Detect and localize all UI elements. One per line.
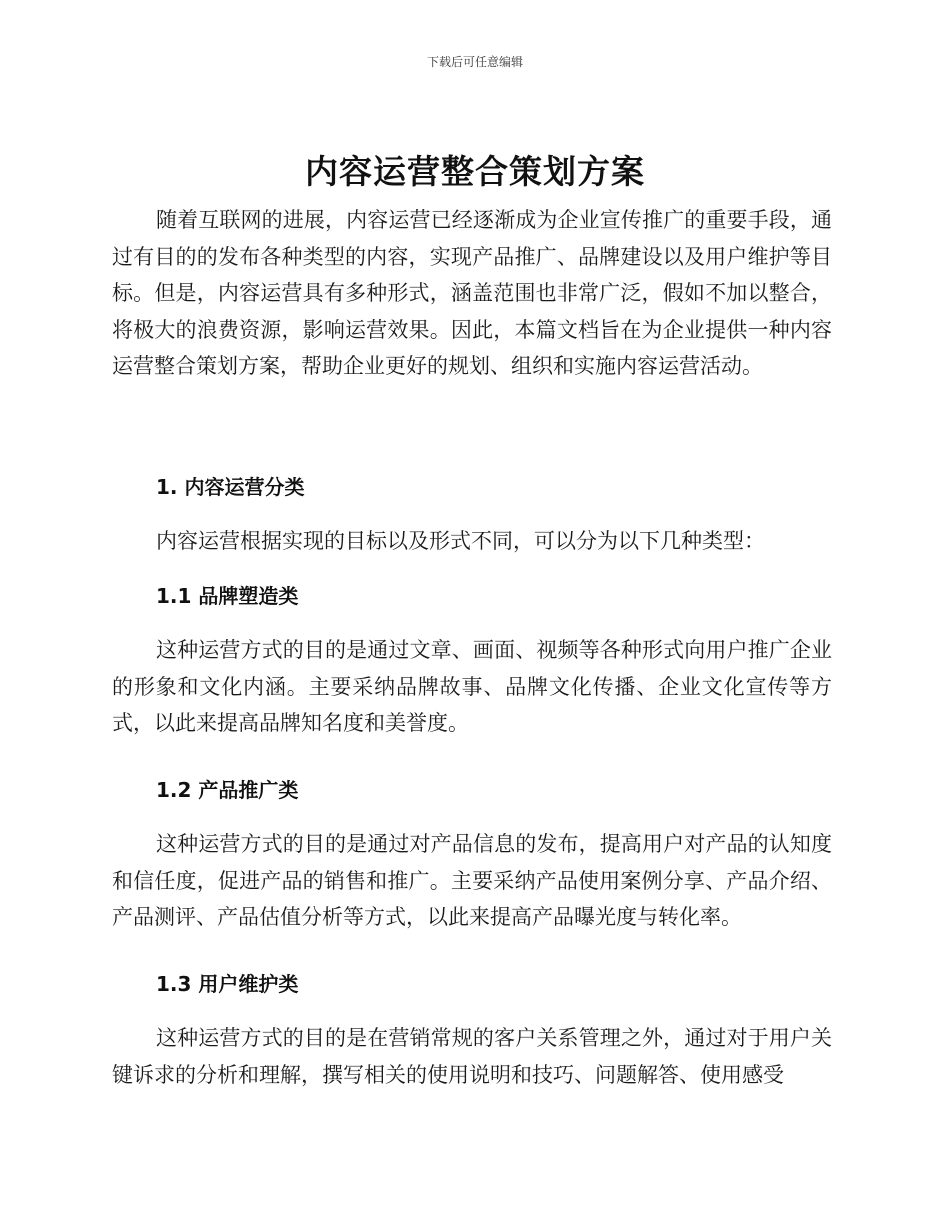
section-paragraph-user-maintenance: 这种运营方式的目的是在营销常规的客户关系管理之外，通过对于用户关键诉求的分析和理解，撰写相关的使用说明和技巧、问题解答、使用感受 (112, 1026, 832, 1087)
section-heading-content-categories: 1. 内容运营分类 (156, 475, 305, 499)
section-heading-user-maintenance: 1.3 用户维护类 (156, 972, 299, 996)
section-paragraph-brand-building: 这种运营方式的目的是通过文章、画面、视频等各种形式向用户推广企业的形象和文化内涵。主要采纳品牌故事、品牌文化传播、企业文化宣传等方式，以此来提高品牌知名度和美誉度。 (112, 638, 832, 735)
section-heading-brand-building: 1.1 品牌塑造类 (156, 584, 299, 608)
section-paragraph-content-categories: 内容运营根据实现的目标以及形式不同，可以分为以下几种类型： (156, 529, 765, 553)
header-note: 下载后可任意编辑 (426, 55, 523, 69)
section-heading-product-promotion: 1.2 产品推广类 (156, 778, 299, 802)
intro-paragraph: 随着互联网的进展，内容运营已经逐渐成为企业宣传推广的重要手段，通过有目的的发布各种类型的内容，实现产品推广、品牌建设以及用户维护等目标。但是，内容运营具有多种形式，涵盖范围也非常广泛，假如不加以整合，将极大的浪费资源，影响运营效果。因此，本篇文档旨在为企业提供一种内容运营整合策划方案，帮助企业更好的规划、组织和实施内容运营活动。 (112, 208, 832, 378)
document-title: 内容运营整合策划方案 (305, 152, 645, 191)
section-paragraph-product-promotion: 这种运营方式的目的是通过对产品信息的发布，提高用户对产品的认知度和信任度，促进产品的销售和推广。主要采纳产品使用案例分享、产品介绍、产品测评、产品估值分析等方式，以此来提高产品曝光度与转化率。 (112, 832, 832, 929)
